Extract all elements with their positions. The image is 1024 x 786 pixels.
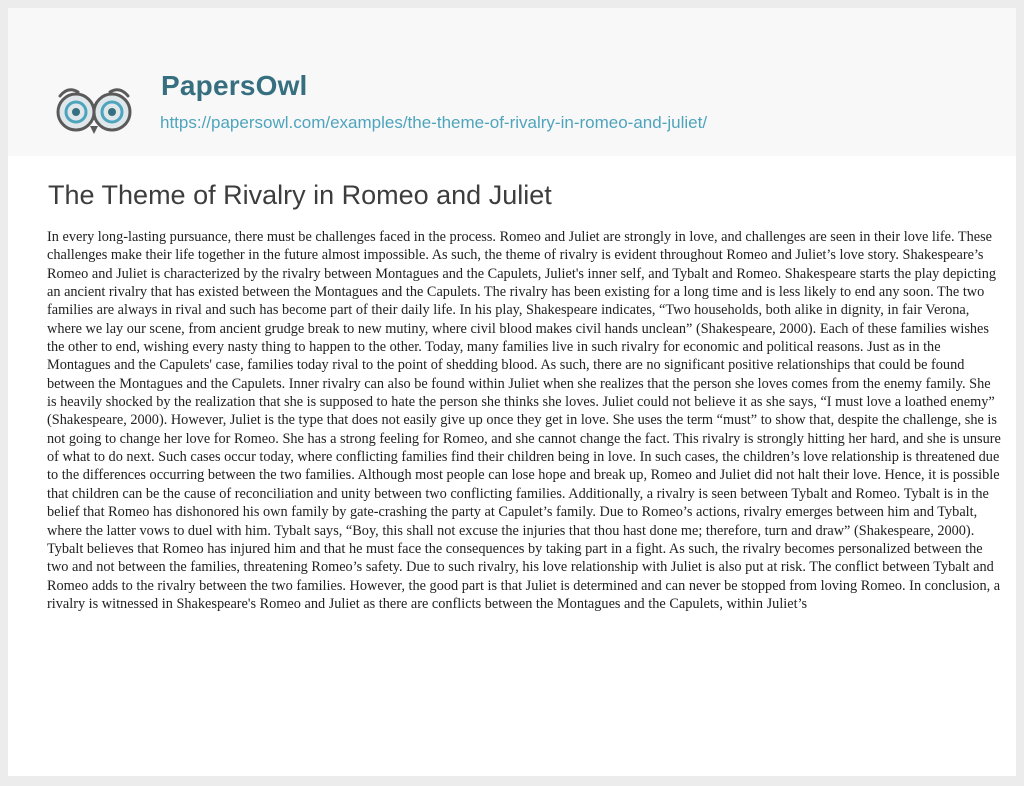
site-header	[8, 8, 1016, 156]
owl-logo-icon	[52, 84, 136, 138]
page-card	[8, 8, 1016, 776]
article-body: In every long-lasting pursuance, there must be challenges faced in the process. Romeo and Juliet are strongly in love, and challenges are seen in their love life. These challenges make their life together in the future almost impossible. As such, the theme of rivalry is evident throughout Romeo and Juliet’s love story. Shakespeare’s Romeo and Juliet is characterized by the rivalry between Montagues and the Capulets, Juliet's inner self, and Tybalt and Romeo. Shakespeare starts the play depicting an ancient rivalry that has existed between the Montagues and the Capulets. The rivalry has been existing for a long time and is less likely to end any soon. The two families are always in rival and such has become part of their daily life. In his play, Shakespeare indicates, “Two households, both alike in dignity, in fair Verona, where we lay our scene, from ancient grudge break to new mutiny, where civil blood makes civil hands unclean” (Shakespeare, 2000). Each of these families wishes the other to end, wishing every nasty thing to happen to the other. Today, many families live in such rivalry for economic and political reasons. Just as in the Montagues and the Capulets' case, families today rival to the point of shedding blood. As such, there are no significant positive relationships that could be found between the Montagues and the Capulets. Inner rivalry can also be found within Juliet when she realizes that the person she loves comes from the enemy family. She is heavily shocked by the realization that she is supposed to hate the person she thinks she loves. Juliet could not believe it as she says, “I must love a loathed enemy” (Shakespeare, 2000). However, Juliet is the type that does not easily give up once they get in love. She uses the term “must” to show that, despite the challenge, she is not going to change her love for Romeo. She has a strong feeling for Romeo, and she cannot change the fact. This rivalry is strongly hitting her hard, and she is unsure of what to do next. Such cases occur today, where conflicting families find their children being in love. In such cases, the children’s love relationship is threatened due to the differences occurring between the two families. Although most people can lose hope and break up, Romeo and Juliet did not halt their love. Hence, it is possible that children can be the cause of reconciliation and unity between two conflicting families. Additionally, a rivalry is seen between Tybalt and Romeo. Tybalt is in the belief that Romeo has dishonored his own family by gate-crashing the party at Capulet’s family. Due to Romeo’s actions, rivalry emerges between him and Tybalt, where the latter vows to duel with him. Tybalt says, “Boy, this shall not excuse the injuries that thou hast done me; therefore, turn and draw” (Shakespeare, 2000). Tybalt believes that Romeo has injured him and that he must face the consequences by taking part in a fight. As such, the rivalry becomes personalized between the two and not between the families, threatening Romeo’s safety. Due to such rivalry, his love relationship with Juliet is also put at risk. The conflict between Tybalt and Romeo adds to the rivalry between the two families. However, the good part is that Juliet is determined and can never be stopped from loving Romeo. In conclusion, a rivalry is witnessed in Shakespeare's Romeo and Juliet as there are conflicts between the Montagues and the Capulets, within Juliet’s	[47, 229, 1001, 612]
page-url[interactable]: https://papersowl.com/examples/the-theme-of-rivalry-in-romeo-and-juliet/	[160, 113, 708, 132]
brand-name[interactable]: PapersOwl	[161, 70, 308, 101]
article-title: The Theme of Rivalry in Romeo and Juliet	[48, 180, 552, 210]
